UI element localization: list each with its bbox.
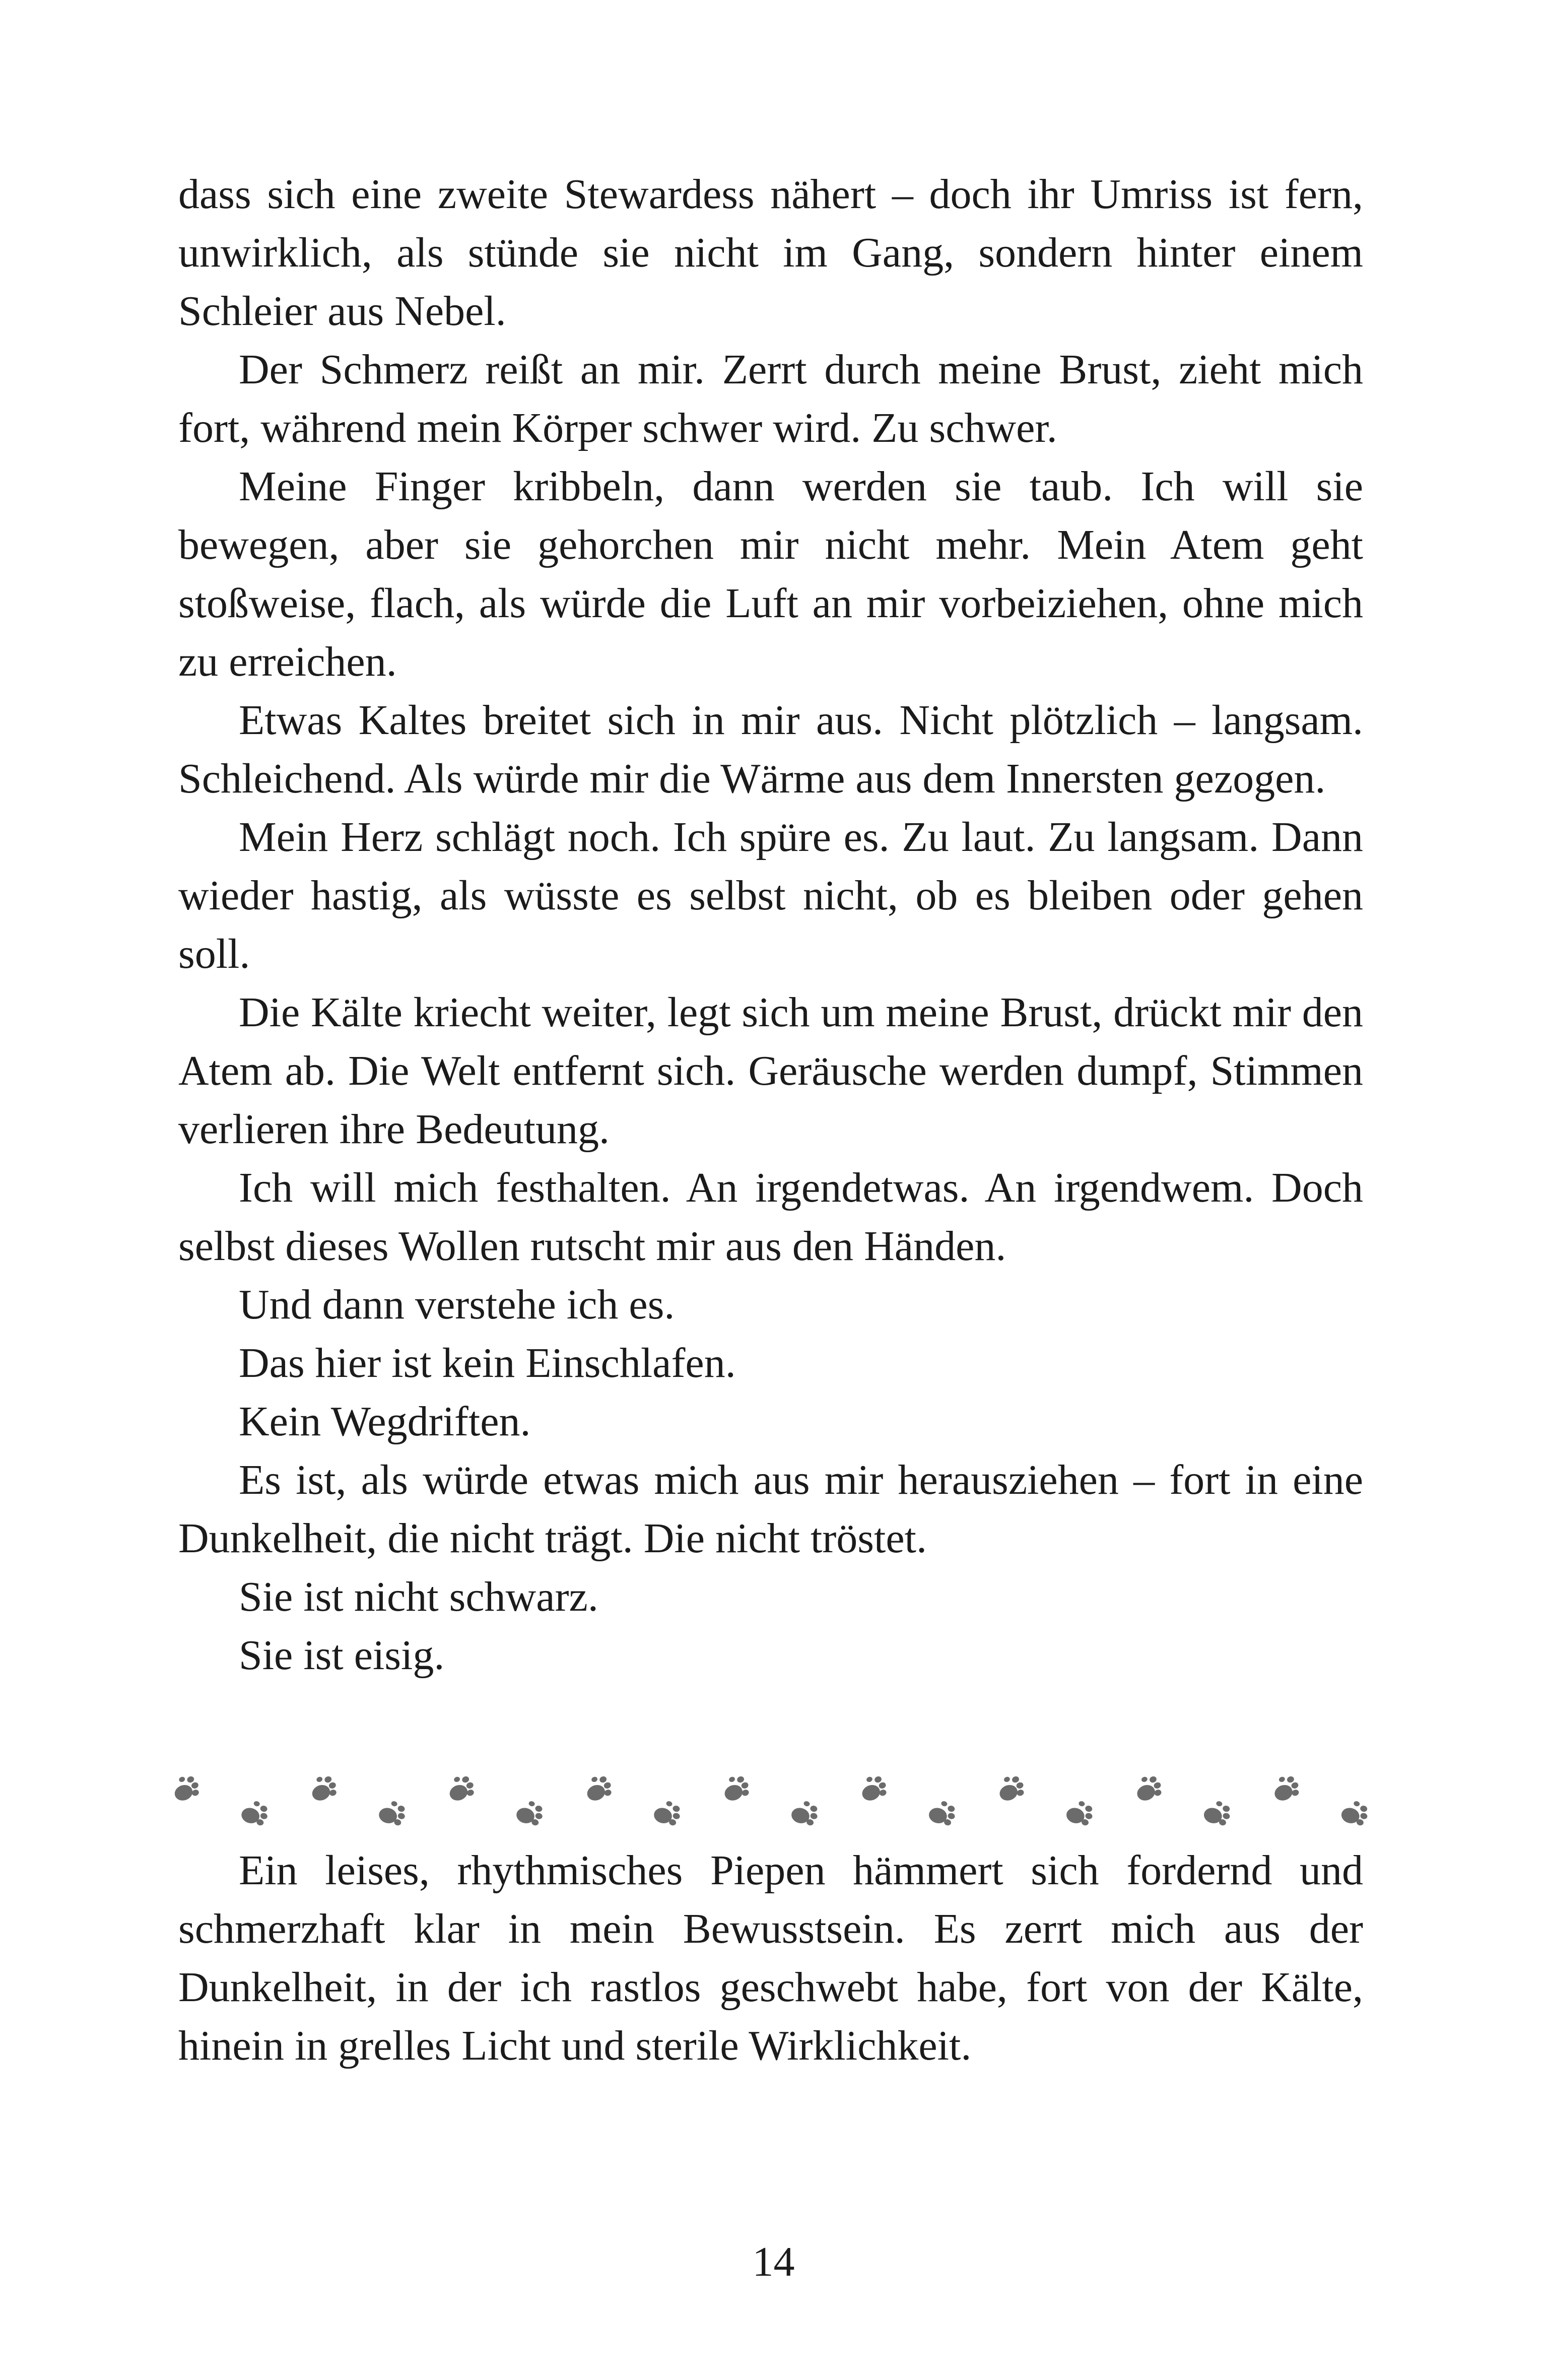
paragraph-3: Meine Finger kribbeln, dann werden sie taub. Ich will sie bewegen, aber sie gehorchen mir nicht mehr. Mein Atem geht stoßweise, flach, als würde die Luft an mir vorbeiziehen, ohne mich zu erreichen. — [178, 463, 1363, 685]
paragraph-5: Mein Herz schlägt noch. Ich spüre es. Zu laut. Zu langsam. Dann wieder hastig, als wüsste es selbst nicht, ob es bleiben oder gehen soll. — [178, 814, 1363, 977]
page-number: 14 — [752, 2238, 795, 2285]
paragraph-after-break: Ein leises, rhythmisches Piepen hämmert sich fordernd und schmerzhaft klar in mein Bewusstsein. Es zerrt mich aus der Dunkelheit, in der ich rastlos geschwebt habe, fort von der Kälte, hinein in grelles Licht und sterile Wirklichkeit. — [178, 1847, 1363, 2069]
paw-print-icon — [1202, 1798, 1233, 1827]
body-text — [178, 165, 1363, 1685]
paragraph-1: dass sich eine zweite Stewardess nähert – doch ihr Umriss ist fern, unwirklich, als stünde sie nicht im Gang, sondern hinter einem Schleier aus Nebel. — [178, 171, 1363, 335]
paw-print-icon — [377, 1798, 408, 1827]
scene-break-ornament — [171, 1763, 1370, 1844]
after-break-text — [178, 1841, 1363, 2075]
paragraph-6: Die Kälte kriecht weiter, legt sich um meine Brust, drückt mir den Atem ab. Die Welt entfernt sich. Geräusche werden dumpf, Stimmen verlieren ihre Bedeutung. — [178, 989, 1363, 1153]
paw-print-icon — [1132, 1772, 1165, 1803]
paragraph-2: Der Schmerz reißt an mir. Zerrt durch meine Brust, zieht mich fort, während mein Körper schwer wird. Zu schwer. — [178, 346, 1363, 451]
paragraph-9: Das hier ist kein Einschlafen. — [239, 1340, 736, 1386]
paw-print-icon — [995, 1772, 1027, 1803]
paragraph-4: Etwas Kaltes breitet sich in mir aus. Nicht plötzlich – langsam. Schleichend. Als würde mir die Wärme aus dem Innersten gezogen. — [178, 697, 1363, 802]
paw-print-icon — [582, 1772, 615, 1803]
paw-print-row — [171, 1763, 1370, 1844]
paragraph-10: Kein Wegdriften. — [239, 1398, 531, 1445]
paw-print-icon — [857, 1772, 890, 1803]
paw-print-icon — [515, 1798, 546, 1827]
paw-print-icon — [1270, 1772, 1302, 1803]
paw-print-icon — [1339, 1798, 1370, 1827]
paw-print-icon — [240, 1798, 271, 1827]
paragraph-13: Sie ist eisig. — [239, 1632, 445, 1679]
paw-print-icon — [445, 1772, 477, 1803]
paw-print-icon — [1065, 1798, 1096, 1827]
paw-print-icon — [927, 1798, 958, 1827]
paw-print-icon — [171, 1772, 202, 1803]
paw-print-icon — [652, 1798, 683, 1827]
paw-print-icon — [720, 1772, 752, 1803]
paw-print-icon — [790, 1798, 821, 1827]
paw-print-icon — [307, 1772, 340, 1803]
paragraph-11: Es ist, als würde etwas mich aus mir herausziehen – fort in eine Dunkelheit, die nicht trägt. Die nicht tröstet. — [178, 1457, 1363, 1562]
paragraph-8: Und dann verstehe ich es. — [239, 1281, 675, 1328]
paragraph-12: Sie ist nicht schwarz. — [239, 1573, 598, 1620]
paragraph-7: Ich will mich festhalten. An irgendetwas. An irgendwem. Doch selbst dieses Wollen rutscht mir aus den Händen. — [178, 1164, 1363, 1270]
